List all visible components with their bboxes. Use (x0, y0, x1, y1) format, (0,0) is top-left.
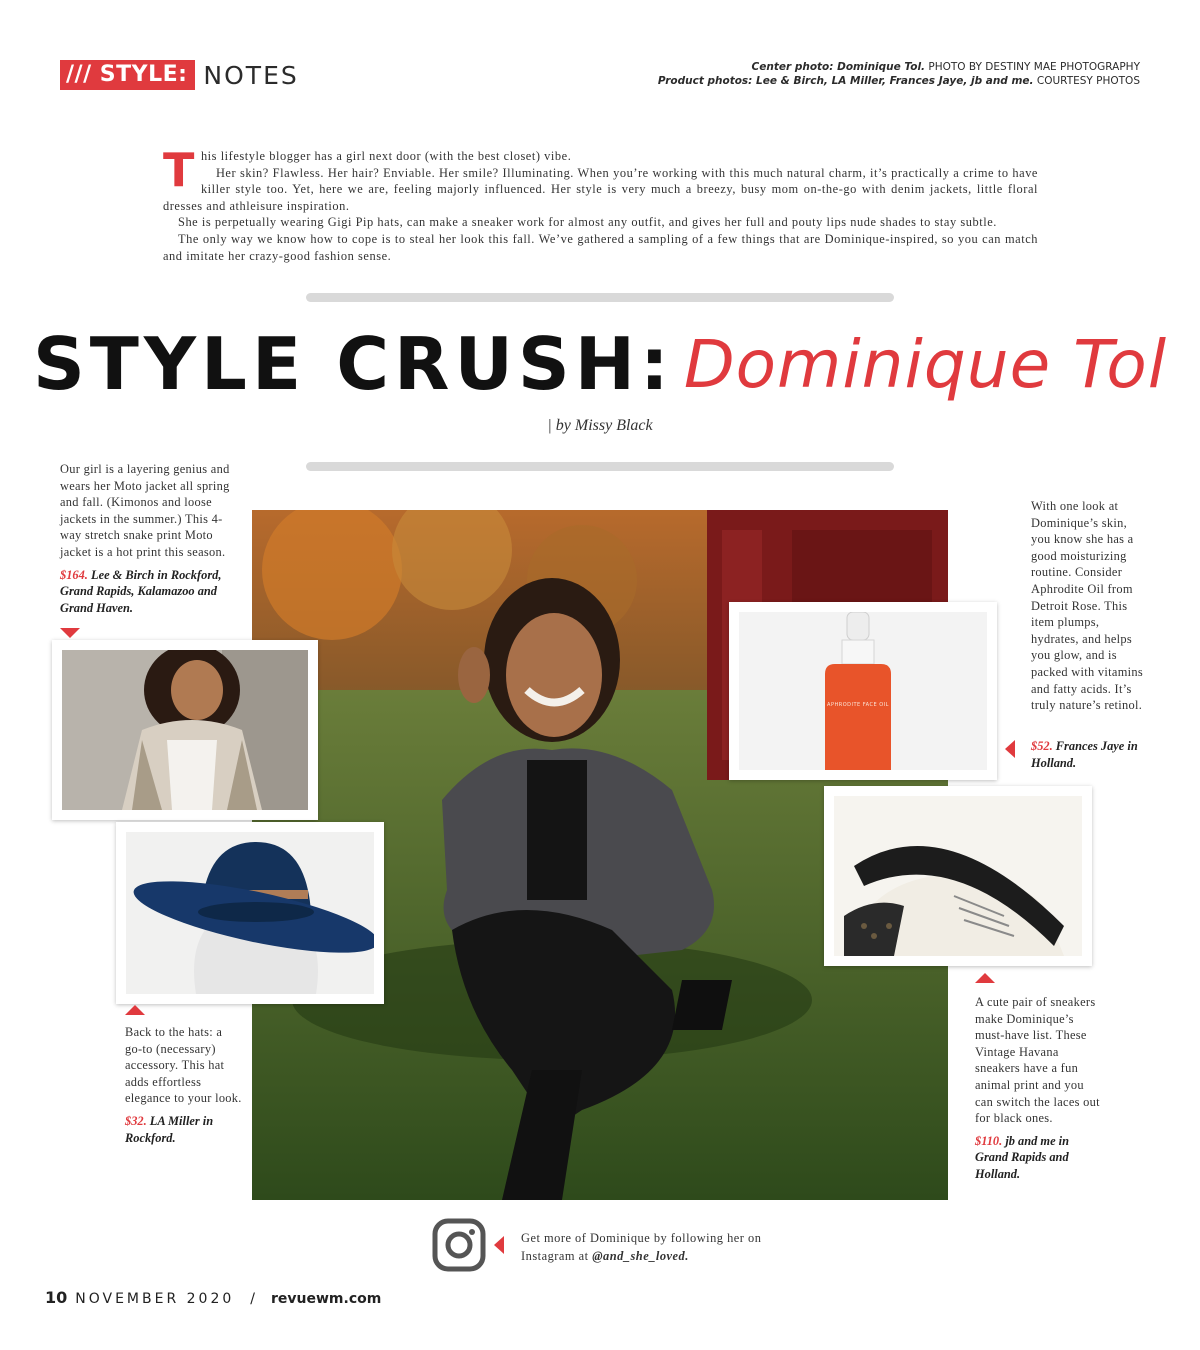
jacket-price: $164. (60, 567, 88, 582)
sneakers-price-line (975, 1133, 1100, 1183)
sneakers-pointer-icon (975, 973, 995, 983)
sneakers-photo (834, 796, 1082, 956)
jacket-price-line (60, 567, 240, 617)
sneakers-photo-frame (824, 786, 1092, 966)
oil-price-line (1031, 738, 1143, 771)
jacket-description: Our girl is a layering genius and wears her Moto jacket all spring and fall. (Kimonos and loose jackets in the summer.) This 4-way stretch snake print Moto jacket is a hot print this season. (60, 462, 230, 559)
credit-product-photos: Product photos: Lee & Birch, LA Miller, Frances Jaye, jb and me. (657, 75, 1034, 87)
tag-slashes: /// (66, 62, 92, 87)
tag-label: STYLE: (99, 62, 188, 87)
intro-paragraph-3: She is perpetually wearing Gigi Pip hats, can make a sneaker work for almost any outfit, and gives her full and pouty lips nude shades to stay subtle. (178, 215, 997, 230)
drop-cap: T (163, 143, 195, 197)
instagram-icon (432, 1218, 486, 1272)
oil-description: With one look at Dominique’s skin, you know she has a good moisturizing routine. Consider Aphrodite Oil from Detroit Rose. This item plumps, hydrates, and helps you glow, and is packed with vitamins and fatty acids. It’s truly nature’s retinol. (1031, 499, 1143, 713)
credit-line-1 (658, 60, 1140, 74)
jacket-photo (62, 650, 308, 810)
jacket-store: Lee & Birch in Rockford, Grand Rapids, Kalamazoo and Grand Haven. (60, 567, 222, 615)
website: revuewm.com (271, 1291, 382, 1307)
jacket-pointer-icon (60, 628, 80, 638)
photo-credits (658, 60, 1140, 88)
sneakers-price: $110. (975, 1133, 1003, 1148)
hat-store: LA Miller in Rockford. (125, 1113, 214, 1145)
hat-price-line (125, 1113, 243, 1146)
oil-photo (739, 612, 987, 770)
instagram-text: Get more of Dominique by following her on Instagram at (521, 1231, 762, 1263)
tag-subsection: NOTES (203, 60, 299, 90)
oil-bottle-label: APHRODITE FACE OIL (827, 702, 889, 708)
intro-text (163, 143, 1038, 264)
headline-main: STYLE CRUSH: (32, 322, 674, 406)
credit-line-2 (658, 74, 1140, 88)
oil-pointer-icon (1005, 740, 1015, 758)
credit-center-photo: Center photo: Dominique Tol. (751, 61, 926, 73)
hat-description: Back to the hats: a go-to (necessary) accessory. This hat adds effortless elegance to your look. (125, 1025, 242, 1106)
oil-price-block (1031, 732, 1143, 771)
hat-pointer-icon (125, 1005, 145, 1015)
page-number: 10 (45, 1288, 68, 1307)
jacket-photo-frame (52, 640, 318, 820)
hat-price: $32. (125, 1113, 147, 1128)
rule-top (306, 293, 894, 302)
page-footer (45, 1288, 381, 1307)
jacket-item-text (60, 461, 240, 616)
sneakers-description: A cute pair of sneakers make Dominique’s must-have list. These Vintage Havana sneakers have a fun animal print and you can switch the laces out for black ones. (975, 995, 1100, 1126)
sneakers-photo-illustration (834, 796, 1082, 956)
oil-price: $52. (1031, 739, 1053, 753)
headline-name: Dominique Tol (683, 325, 1168, 403)
headline (0, 322, 1200, 406)
intro-paragraph-1: his lifestyle blogger has a girl next door (with the best closet) vibe. (200, 149, 572, 163)
jacket-photo-illustration (62, 650, 308, 810)
sneakers-store: jb and me in Grand Rapids and Holland. (975, 1133, 1069, 1181)
intro-paragraph-2: Her skin? Flawless. Her hair? Enviable. Her smile? Illuminating. When you’re working with this much natural charm, it’s practically a crime to have killer style too. Yet, here we are, feeling majorly influenced. Her style is very much a breezy, busy mom on-the-go with denim jackets, little floral dresses and athleisure inspiration. (163, 165, 1038, 213)
issue-date: NOVEMBER 2020 (75, 1291, 235, 1307)
intro-paragraph-4: The only way we know how to cope is to steal her look this fall. We’ve gathered a sampling of a few things that are Dominique-inspired, so you can match and imitate her crazy-good fashion sense. (163, 231, 1038, 263)
oil-item-text (1031, 498, 1143, 714)
hat-photo (126, 832, 374, 994)
footer-separator: / (250, 1291, 255, 1307)
hat-photo-frame (116, 822, 384, 1004)
byline: | by Missy Black (547, 417, 653, 434)
section-tag-box (60, 60, 195, 90)
instagram-handle: @and_she_loved. (592, 1248, 689, 1263)
rule-bottom (306, 462, 894, 471)
oil-photo-frame (729, 602, 997, 780)
hat-photo-illustration (126, 832, 374, 994)
sneakers-item-text (975, 994, 1100, 1183)
credit-product-source: COURTESY PHOTOS (1036, 75, 1140, 87)
oil-store: Frances Jaye in Holland. (1031, 739, 1138, 770)
hat-item-text (125, 1024, 243, 1146)
credit-center-photographer: PHOTO BY DESTINY MAE PHOTOGRAPHY (928, 61, 1140, 73)
section-tag (60, 60, 299, 90)
instagram-pointer-icon (494, 1236, 504, 1254)
instagram-callout (521, 1230, 801, 1265)
oil-photo-illustration (739, 612, 987, 770)
